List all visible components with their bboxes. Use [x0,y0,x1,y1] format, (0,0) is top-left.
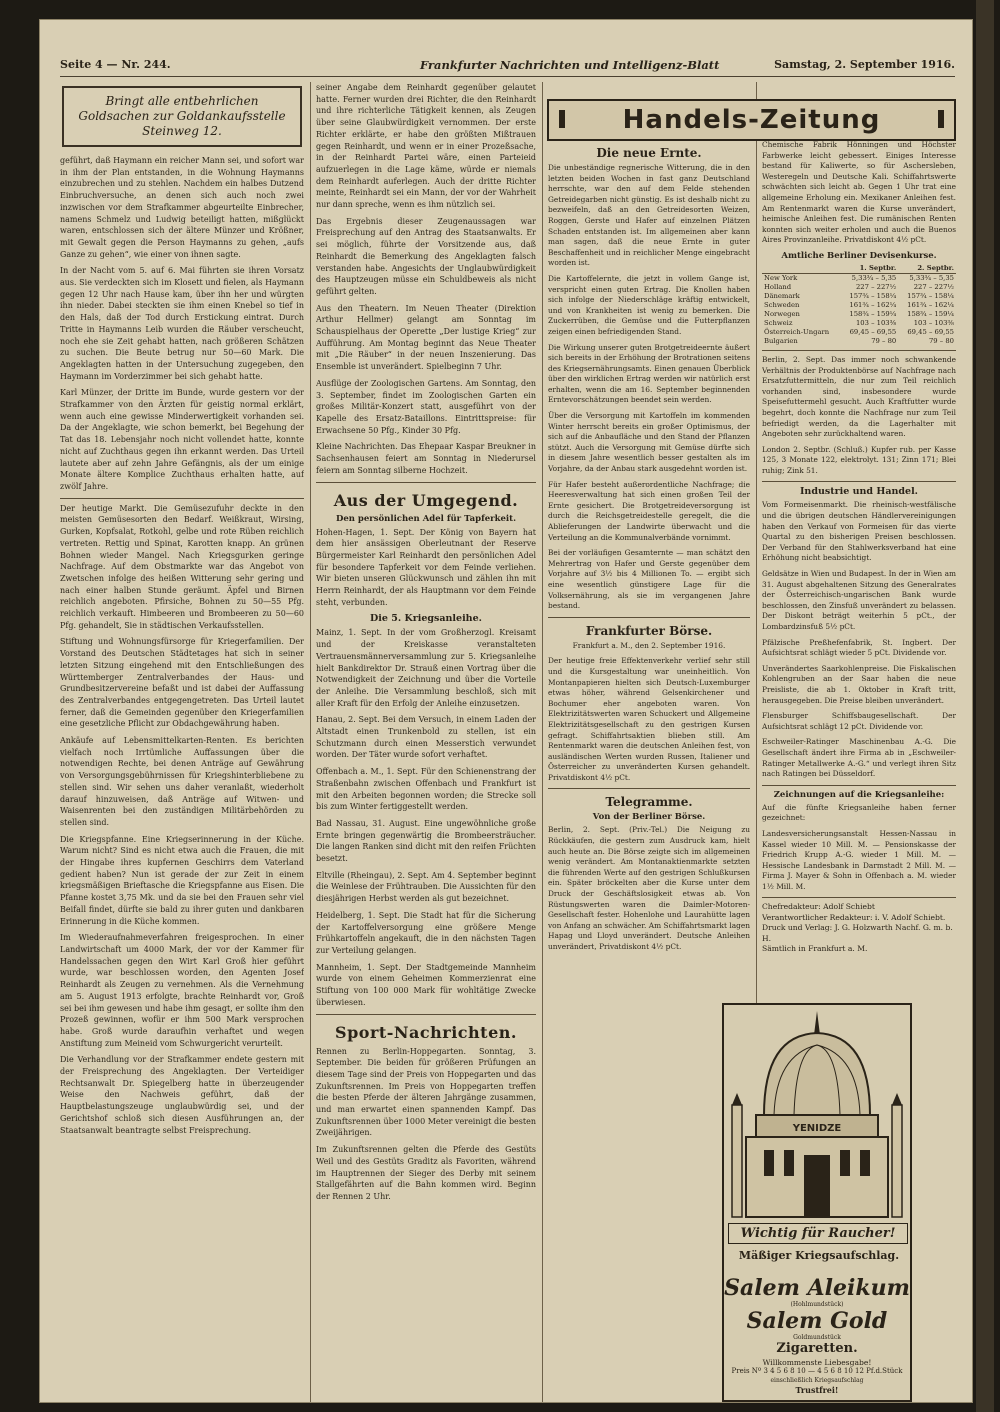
article-paragraph: Berlin, 2. Sept. Das immer noch schwankende Verhältnis der Produktenbörse auf Nachfrage nach Ersatzfuttermitteln, die nur zum Teil reichlich vorhanden sind, insbesondere wurde Speisefuttermehl gesucht. Auch Kraftfutter wurde begehrt, doch konnte die Nachfrage nur zum Teil befriedigt werden, da die Lagerhalter mit Angeboten sehr zurückhaltend waren. [762,354,956,439]
table-row [762,328,956,337]
binding-edge [976,0,994,1412]
table-cell: 103 – 103⅜ [913,318,954,327]
yenidze-cigarette-ad [722,1003,912,1402]
article-paragraph: Das Ergebnis dieser Zeugenaussagen war Freisprechung auf den Antrag des Staatsanwalts. Er sei möglich, führte der Vorsitzende aus, daß Reinhardt die Bemerkung des Angeklagten falsch verstanden habe. Angesichts der Unglaubwürdigkeit des Hauptzeugen müsse ein Schuldbeweis als nicht geführt gelten. [316,216,536,296]
article-paragraph: geführt, daß Haymann ein reicher Mann sei, und sofort war in ihm der Plan entstanden, in die Wohnung Haymanns einzubrechen und zu stehlen. Nachdem ein halbes Dutzend Einbruchversuche, an denen sich auch noch zwei inzwischen vor dem Strafkammer abgeurteilte Einbrecher, namens Schmelz und Ludwig beteiligt hatten, mißglückt waren, entschlossen sich der ältere Münzer und Krößner, mit Gewalt gegen die Person Haymanns zu gehen, „aufs Ganze zu gehen“, wie einer von ihnen sagte. [60,156,304,259]
article-paragraph: Pfälzische Preßhefenfabrik, St. Ingbert. Der Aufsichtsrat schlägt wieder 5 pCt. Dividende vor. [762,637,956,658]
section-heading-umgegend: Aus der Umgegend. [333,490,519,510]
table-cell: 157¾ – 158¼ [907,291,954,300]
article-paragraph: Stiftung und Wohnungsfürsorge für Kriegerfamilien. Der Vorstand des Deutschen Städtetages hat sich in seiner letzten Sitzung eingehend mit den Entschließungen des Württemberger Zentralverbandes der Haus- und Grundbesitzervereine befaßt und ist dabei der Auffassung des Zentralverbandes entgegengetreten. Das Urteil lautet ferner, daß die Gemeinden gegenüber den Kriegerfamilien eine gesetzliche Pflicht zur Obdachgewährung haben. [60,637,304,729]
article-paragraph: Bad Nassau, 31. August. Eine ungewöhnliche große Ernte bringen gegenwärtig die Brombeersträucher. Die langen Ranken sind dicht mit den reifen Früchten besetzt. [316,818,536,864]
ad-tax-note: einschließlich Kriegsaufschlag [770,1377,864,1384]
table-cell: 227 – 227½ [913,282,954,291]
table-cell: 161¾ – 162¼ [907,300,954,309]
article-paragraph: Auf die fünfte Kriegsanleihe haben ferner gezeichnet: [762,802,956,823]
imprint-line: Sämtlich in Frankfurt a. M. [762,944,868,954]
article-paragraph: Unverändertes Saarkohlenpreise. Die Fiskalischen Kohlengruben an der Saar haben die neue Preisliste, die ab 1. Oktober in Kraft tritt, herausgegeben. Die Preise bleiben unverändert. [762,663,956,705]
paper-title: Frankfurter Nachrichten und Intelligenz-Blatt [420,58,720,72]
subheading: Von der Berliner Börse. [592,812,706,823]
banner-ornament [938,110,944,128]
banner-ornament [559,110,565,128]
divider [316,482,536,483]
divider [762,350,956,351]
table-header-cell [762,264,841,274]
ad-brand-salem-gold: Salem Gold [746,1308,888,1334]
subheading-boerse: Frankfurter Börse. [585,623,713,638]
building-brand-text: YENIDZE [792,1123,842,1134]
article-paragraph: Die Wirkung unserer guten Brotgetreideernte äußert sich bereits in der Erhöhung der Brotrationen seitens des Kriegsernährungsamts. Einen genauen Überblick über den wirklichen Ertrag werden wir natürlich erst erhalten, wenn die am 16. September beginnenden Erntevorschätzungen beendet sein werden. [548,342,750,405]
article-paragraph: London 2. Septbr. (Schluß.) Kupfer rub. per Kasse 125, 3 Monate 122, elektrolyt. 131; Zinn 171; Blei ruhig; Zink 51. [762,444,956,475]
table-cell: 69,45 – 69,55 [907,327,954,336]
table-cell: 5,33¾ – 5,35 [851,273,897,282]
article-paragraph: Eltville (Rheingau), 2. Sept. Am 4. September beginnt die Weinlese der Frühtrauben. Die Aussichten für den diesjährigen Herbst werden als gut bezeichnet. [316,870,536,904]
divider [762,785,956,786]
article-paragraph: Heidelberg, 1. Sept. Die Stadt hat für die Sicherung der Kartoffelversorgung eine größere Menge Frühkartoffeln angekauft, die in den nächsten Tagen zur Verteilung gelangen. [316,910,536,955]
table-cell: 158¾ – 159¼ [849,309,897,318]
article-paragraph: Bei der vorläufigen Gesamternte — man schätzt den Mehrertrag von Hafer und Gerste gegenüber dem Vorjahre auf 3½ bis 4 Millionen To. — ergibt sich eine wesentlich günstigere Lage für die Volksernährung, als sie im vergangenen Jahre bestand. [548,548,750,611]
article-paragraph: Hanau, 2. Sept. Bei dem Versuch, in einem Laden der Altstadt einen Trunkenbold zu stellen, ist ein Schutzmann durch einen Messerstich verwundet worden. Der Täter wurde sofort verhaftet. [316,715,536,760]
article-paragraph: Landesversicherungsanstalt Hessen-Nassau in Kassel wieder 10 Mill. M. — Pensionskasse der Friedrich Krupp A.-G. wieder 1 Mill. M. — Hessische Landesbank in Darmstadt 2 Mill. M. — Firma J. Mayer & Sohn in Offenbach a. M. wieder 1½ Mill. M. [762,828,956,891]
table-cell: 79 – 80 [928,336,954,345]
table-header-row [762,264,956,274]
article-paragraph: Karl Münzer, der Dritte im Bunde, wurde gestern vor der Strafkammer von den Ärzten für geistig normal erklärt, wenn auch eine gewisse Minderwertigkeit vorhanden sei. Da der Angeklagte, wie schon bemerkt, bei Begehung der Tat das 18. Lebensjahr noch nicht vollendet hatte, konnte nicht auf Zuchthaus gegen ihn erkannt werden. Das Urteil lautete aber auf zehn Jahre Gefängnis, als der um einige Monate ältere Komplice Zuchthaus erhalten hatte, auf zwölf Jahre. [60,388,304,491]
article-paragraph: Eschweiler-Ratinger Maschinenbau A.-G. Die Gesellschaft ändert ihre Firma ab in „Eschweiler-Ratinger Metallwerke A.-G.“ und verlegt ihren Sitz nach Ratingen bei Düsseldorf. [762,737,956,779]
article-paragraph: Für Hafer besteht außerordentliche Nachfrage; die Heeresverwaltung hat sich einen großen Teil der Ernte gesichert. Die Brotgetreideversorgung ist durch die Reichsgetreidestelle geregelt, die die Ablieferungen der Landwirte überwacht und die Verteilung an die Kommunalverbände vornimmt. [548,479,750,542]
article-paragraph: Geldsätze in Wien und Budapest. In der in Wien am 31. August abgehaltenen Sitzung des Generalrates der Österreichisch-ungarischen Bank wurde beschlossen, den Zinsfuß unverändert zu belassen. Der Diskont beträgt weiterhin 5 pCt., der Lombardzinsfuß 5½ pCt. [762,569,956,631]
article-paragraph: Mannheim, 1. Sept. Der Stadtgemeinde Mannheim wurde von einem Geheimen Kommerzienrat eine Stiftung von 100 000 Mark für wohltätige Zwecke überwiesen. [316,962,536,1007]
subheading-telegramme: Telegramme. [605,795,693,810]
table-row [762,310,956,319]
table-cell: 103 – 103⅜ [855,318,897,327]
table-cell: 227 – 227½ [855,282,897,291]
table-cell: Schweiz [764,318,793,327]
handels-zeitung-banner [547,99,956,141]
table-cell: 157¾ – 158¼ [849,291,897,300]
imprint-line: Druck und Verlag: J. G. Holzwarth Nachf. G. m. b. H. [762,923,953,943]
ad-gift-line: Willkommenste Liebesgabe! [762,1358,872,1367]
column-2 [316,82,536,1397]
table-cell: Norwegen [764,309,800,318]
article-paragraph: Mainz, 1. Sept. In der vom Großherzogl. Kreisamt und der Kreiskasse veranstalteten Vertrauensmännerversammlung zur 5. Kriegsanleihe hielt Bankdirektor Dr. Strauß einen Vortrag über die Notwendigkeit der Zeichnung und über die Vorteile der Anleihe. Die Versammlung beschloß, sich mit aller Kraft für den Erfolg der Anleihe einzusetzen. [316,628,536,708]
table-cell: 158¾ – 159¼ [907,309,954,318]
table-cell: Österreich-Ungarn [764,327,830,336]
ad-trust-note: Trustfrei! [795,1385,839,1395]
gold-collection-notice: Bringt alle entbehrlichen Goldsachen zur Goldankaufsstelle Steinweg 12. [62,86,302,147]
table-row [762,283,956,292]
table-header-cell: 2. Septbr. [898,264,956,274]
column-3 [548,140,750,1397]
article-paragraph: Hohen-Hagen, 1. Sept. Der König von Bayern hat dem hier ansässigen Oberleutnant der Reserve Bürgermeister Karl Reinhardt den persönlichen Adel für besondere Tapferkeit vor dem Feinde verliehen. Wir bieten unseren Glückwunsch und zählen ihn mit Herrn Reinhardt, der als Hauptmann vor dem Feinde steht, verbunden. [316,527,536,607]
column-1 [60,82,304,1397]
imprint-line: Verantwortlicher Redakteur: i. V. Adolf Schiebt. [762,912,946,922]
article-paragraph: Vom Formeisenmarkt. Die rheinisch-westfälische und die übrigen deutschen Händlervereinigungen haben den Verkauf von Formeisen für das vierte Quartal zu den bisherigen Preisen beschlossen. Der Verband für den Stahlwerksverband hat eine Erhöhung nicht beabsichtigt. [762,500,956,563]
article-paragraph: Ausflüge der Zoologischen Gartens. Am Sonntag, den 3. September, findet im Zoologischen Garten ein großes Militär-Konzert statt, ausgeführt von der Kapelle des Ersatz-Bataillons. Eintrittspreise: für Erwachsene 50 Pfg., Kinder 30 Pfg. [316,378,536,435]
article-paragraph: Die Verhandlung vor der Strafkammer endete gestern mit der Freisprechung des Angeklagten. Der Verteidiger Rechtsanwalt Dr. Spiegelberg hatte in überzeugender Weise den Nachweis geführt, daß der Hauptbelastungszeuge unglaubwürdig sei, und der Gerichtshof schloß sich diesen Ausführungen an, der Staatsanwalt beantragte selbst Freisprechung. [60,1055,304,1135]
article-paragraph: Die Kartoffelernte, die jetzt in vollem Gange ist, verspricht einen guten Ertrag. Die Knollen haben sich infolge der Niederschläge kräftig entwickelt, und von Krankheiten ist wenig zu bemerken. Die Zuckerrüben, die Gemüse und die Futterpflanzen zeigen einen befriedigenden Stand. [548,273,750,336]
divider [548,788,750,789]
table-cell: Holland [764,282,792,291]
table-cell: 5,33¾ – 5,35 [909,273,954,282]
table-row [762,319,956,328]
column-rule [310,82,311,1402]
ad-brand-salem-aleikum: Salem Aleikum [724,1275,910,1301]
article-paragraph: Aus den Theatern. Im Neuen Theater (Direktion Arthur Hellmer) gelangt am Sonntag im Schauspielhaus der Operette „Der lustige Krieg“ zur Aufführung. Am Montag beginnt das Neue Theater mit „Die Räuber“ in der neuen Inszenierung. Das Ensemble ist unverändert. Spielbeginn 7 Uhr. [316,303,536,372]
subheading: Den persönlichen Adel für Tapferkeit. [335,513,517,524]
article-paragraph: Chemische Fabrik Hönningen und Höchster Farbwerke leicht gebessert. Einiges Interesse bestand für Kaliwerte, so für Aschersleben, Westeregeln und Deutsche Kali. Schiffahrtswerte schwächten sich leicht ab. Gegen 1 Uhr trat eine allgemeine Erholung ein. Mexikaner Anleihen fest. Am Rentenmarkt waren die Kurse unverändert, heimische Anleihen fest. Die rumänischen Renten konnten sich weiter erholen und auch die Buenos Aires Provinzanleihe. Privatdiskont 4½ pCt. [762,140,956,245]
subheading-zeichnungen: Zeichnungen auf die Kriegsanleihe: [773,789,945,800]
newspaper-page [40,20,972,1402]
ad-prices: Preis Nº 3 4 5 6 8 10 — 4 5 6 8 10 12 Pf.d.Stück [731,1367,903,1375]
table-cell: Schweden [764,300,800,309]
subheading-ernte: Die neue Ernte. [596,146,702,160]
divider [762,481,956,482]
page-header [60,54,955,77]
section-heading-sport: Sport-Nachrichten. [335,1022,517,1042]
article-paragraph: Der heutige Markt. Die Gemüsezufuhr deckte in den meisten Gemüsesorten den Bedarf. Weißkraut, Wirsing, Gurken, Kopfsalat, Rotkohl, gelbe und rote Rüben reichlich vertreten. Rettig und Spinat, Karotten knapp. An grünen Bohnen wieder Mangel. Nach Kriegsgurken geringe Nachfrage. Auf dem Obstmarkte war das Angebot von Zwetschen infolge des heißen Witterung sehr gering und nach einer halben Stunde geräumt. Äpfel und Birnen reichlich angeboten. Pfirsiche, Bohnen zu 50—55 Pfg. reichlich verkauft. Himbeeren und Brombeeren zu 50—60 Pfg. gehandelt, Sie in städtischen Verkaufsstellen. [60,503,304,630]
table-cell: 161¾ – 162¼ [849,300,897,309]
table-row [762,273,956,283]
table-row [762,337,956,346]
table-cell: Bulgarien [764,336,798,345]
article-paragraph: In der Nacht vom 5. auf 6. Mai führten sie ihren Vorsatz aus. Sie verdeckten sich im Klosett und fielen, als Haymann gegen 12 Uhr nach Hause kam, über ihn her und würgten ihn nieder. Dabei steckten sie ihm einen Knebel so tief in den Hals, daß der Tod durch Erstickung eintrat. Durch Tritte in Haymanns Leib wurden die Räuber verscheucht, noch ehe sie Zeit gehabt hatten, nach größeren Schätzen zu suchen. Die Beute betrug nur 50—60 Mark. Die Angeklagten hatten in der Untersuchung zugegeben, den Haymann im Vorderzimmer bei sich gehabt hatte. [60,266,304,381]
article-paragraph: seiner Angabe dem Reinhardt gegenüber gelautet hatte. Ferner wurden drei Richter, die den Reinhardt und ihre richterliche Tätigkeit kennen, als Zeugen über seine Glaubwürdigkeit vernommen. Der erste Richter erklärte, er habe den größten Mißtrauen gegen Reinhardt, und wenn er in einer Prozeßsache, in der Reinhardt Partei wäre, einen Parteieid aufzuerlegen in die Lage käme, würde er niemals dem Reinhardt auferlegen. Auch der dritte Richter meinte, Reinhardt sei ein Mann, der vor der Wahrheit nur dann spreche, wenn es ihm nützlich sei. [316,83,536,210]
article-paragraph: Im Zukunftsrennen gelten die Pferde des Gestüts Weil und des Gestüts Graditz als Favoriten, während im Hauptrennen der Sieger des Derby mit seinem Stallgefährten auf die Bahn kommen wird. Beginn der Rennen 2 Uhr. [316,1145,536,1201]
subheading-industrie: Industrie und Handel. [799,486,918,498]
article-paragraph: Der heutige freie Effektenverkehr verlief sehr still und die Kursgestaltung war uneinheitlich. Von Montanpapieren hielten sich Deutsch-Luxemburger etwas höher, während Gelsenkirchener und Bochumer eher angeboten waren. Von Elektrizitätswerten waren Schuckert und Allgemeine Elektrizitätsgesellschaft zu den gestrigen Kursen gefragt. Schiffahrtsaktien blieben still. Am Rentenmarkt waren die deutschen Anleihen fest, von ausländischen Werten wurden Russen, Italiener und Österreicher zu unveränderten Kursen gehandelt. Privatdiskont 4½ pCt. [548,656,750,782]
table-cell: 69,45 – 69,55 [849,327,897,336]
table-row [762,301,956,310]
ad-headline: Wichtig für Raucher! [728,1223,908,1244]
table-header-cell: 1. Septbr. [841,264,899,274]
exchange-rates-table [762,264,956,346]
divider [548,617,750,618]
column-rule [542,82,543,1402]
subheading-kriegsanleihe: Die 5. Kriegsanleihe. [370,613,482,625]
imprint [762,902,956,955]
page-number: Seite 4 — Nr. 244. [60,58,171,71]
article-paragraph: Kleine Nachrichten. Das Ehepaar Kaspar Breukner in Sachsenhausen feiert am Sonntag in Niederursel feiern am Sonntag silberne Hochzeit. [316,442,536,475]
dateline: Frankfurt a. M., den 2. September 1916. [572,640,726,650]
article-paragraph: Die Kriegspfanne. Eine Kriegserinnerung in der Küche. Warum nicht? Sind es nicht etwa auch die Frauen, die mit der Hingabe ihres kupfernen Geschirrs dem Vaterland gedient haben? Nun ist gerade der zur Zeit in einem kriegsmäßigen Brieftasche die Kriegspfanne aus Eisen. Die Pfanne kostet 3,75 Mk. und da sie bei den Frauen sehr viel Beifall findet, dürfte sie bald zu ihrer guten und dankbaren Erinnerung in die Küche kommen. [60,834,304,926]
ad-subline: Mäßiger Kriegsaufschlag. [738,1249,900,1262]
banner-title: Handels-Zeitung [622,105,881,135]
yenidze-building-illustration [724,1005,910,1220]
article-paragraph: Flensburger Schiffsbaugesellschaft. Der Aufsichtsrat schlägt 12 pCt. Dividende vor. [762,711,956,731]
divider [60,498,304,499]
table-cell: Dänemark [764,291,800,300]
imprint-line: Chefredakteur: Adolf Schiebt [762,902,875,912]
divider [316,1014,536,1015]
ad-brand-note: (Hohlmundstück) [790,1301,844,1308]
article-paragraph: Die unbeständige regnerische Witterung, die in den letzten beiden Wochen in fast ganz Deutschland herrschte, war den auf dem Felde stehenden Getreidegarben nicht günstig. Es ist deshalb nicht zu bezweifeln, daß an den Getreidesorten Weizen, Roggen, Gerste und Hafer auf einzelnen Plätzen Schaden entstanden ist. Im allgemeinen aber kann man sagen, daß die neue Ernte in guter Beschaffenheit und in reichlicher Menge eingebracht worden ist. [548,163,750,268]
issue-date: Samstag, 2. September 1916. [774,58,955,71]
table-cell: New York [764,273,798,282]
exchange-rates-title: Amtliche Berliner Devisenkurse. [781,250,937,261]
table-row [762,292,956,301]
article-paragraph: Rennen zu Berlin-Hoppegarten. Sonntag, 3. September. Die beiden für größeren Prüfungen an diesem Tage sind der Preis von Hoppegarten und das Zukunftsrennen. Im Preis von Hoppegarten treffen die besten Pferde der älteren Jahrgänge zusammen, und man erwartet einen spannenden Kampf. Das Zukunftsrennen über 1000 Meter vereinigt die besten Zweijährigen. [316,1046,536,1138]
article-paragraph: Über die Versorgung mit Kartoffeln im kommenden Winter herrscht bereits ein großer Optimismus, der sich auf die Anbaufläche und den Stand der Pflanzen stützt. Auch die Versorgung mit Gemüse dürfte sich in diesem Jahre wesentlich besser gestalten als im Vorjahre, da der Anbau stark ausgedehnt worden ist. [548,411,750,474]
divider [762,897,956,898]
article-paragraph: Im Wiederaufnahmeverfahren freigesprochen. In einer Landwirtschaft um 4000 Mark, der vor der Kammer für Handelssachen gegen den Wirt Karl Groß hier geführt wurde, war beschlossen worden, den Agenten Josef Reinhardt als Zeugen zu vernehmen. Als die Vernehmung am 5. August 1913 erfolgte, brachte Reinhardt vor, Groß sei bei ihm gewesen und habe ihm gesagt, er sollte ihm den Prozeß gewinnen, wofür er ihm 500 Mark versprochen habe. Groß wurde daraufhin verhaftet und wegen Anstiftung zum Meineid vom Schwurgericht verurteilt. [60,933,304,1048]
table-cell: 79 – 80 [871,336,897,345]
article-paragraph: Ankäufe auf Lebensmittelkarten-Renten. Es berichten vielfach noch Irrtümliche Auffassungen über die notwendigen Rechte, bei denen Anträge auf Gewährung von Versorgungsgebührnissen für Kriegshinterbliebene zu stellen sind. Wir sehen uns daher veranlaßt, wiederholt darauf hinzuweisen, daß Anträge auf Witwen- und Waisenrenten bei den zuständigen Militärbehörden zu stellen sind. [60,736,304,827]
column-4 [762,140,956,1018]
ad-product: Zigaretten. [776,1341,858,1356]
ad-brand-note: Goldmundstück [793,1334,841,1341]
article-paragraph: Berlin, 2. Sept. (Priv.-Tel.) Die Neigung zu Rückkäufen, die gestern zum Ausdruck kam, hielt auch heute an. Die Börse zeigte sich im allgemeinen wenig verändert. Am Montanaktienmarkte setzten die führenden Werte auf den gestrigen Schlußkursen ein. Später bröckelten aber die Kurse unter dem Druck der Geschäftslosigkeit etwas ab. Von Rüstungswerten waren die Daimler-Motoren-Gesellschaft fester. Hohenlohe und Laurahütte lagen von Anfang an schwächer. Am Schiffahrtsmarkt lagen Hapag und Lloyd unverändert. Deutsche Anleihen unverändert, Privatdiskont 4½ pCt. [548,825,750,951]
article-paragraph: Offenbach a. M., 1. Sept. Für den Schienenstrang der Straßenbahn zwischen Offenbach und Frankfurt ist mit den Arbeiten begonnen worden; die Strecke soll bis zum Winter fertiggestellt werden. [316,767,536,812]
